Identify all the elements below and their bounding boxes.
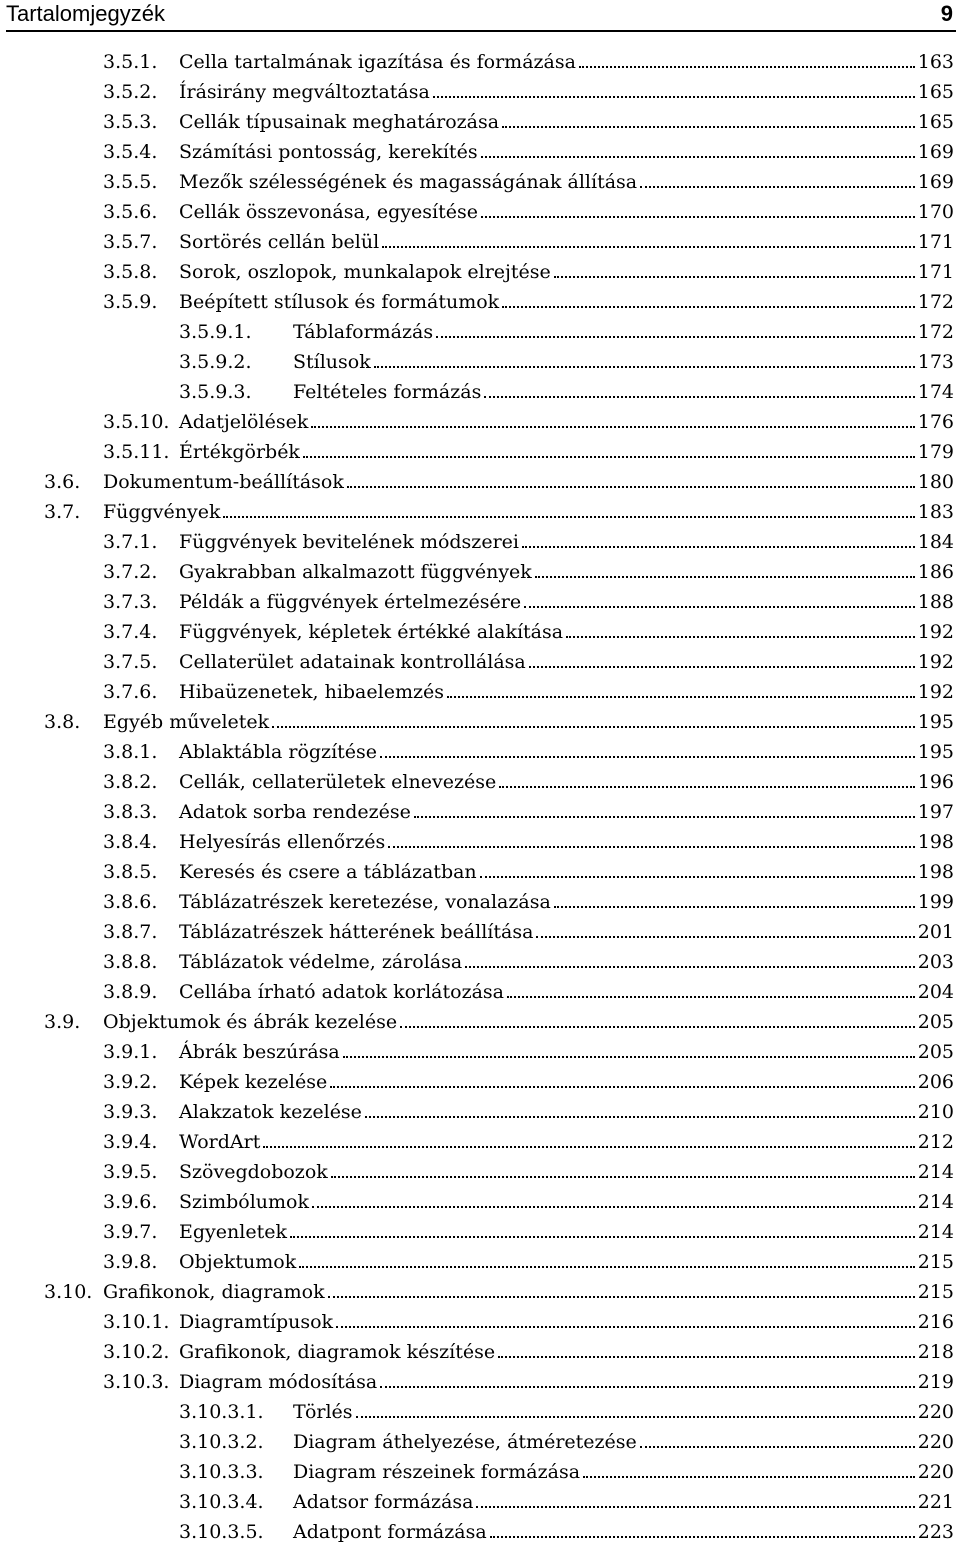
dot-leader xyxy=(331,1176,915,1178)
dot-leader xyxy=(447,696,915,698)
toc-entry-page: 205 xyxy=(917,1011,954,1033)
toc-entry[interactable] xyxy=(0,674,960,704)
toc-entry[interactable] xyxy=(0,164,960,194)
toc-entry-number: 3.9.1. xyxy=(103,1041,158,1063)
toc-entry-page: 195 xyxy=(917,741,954,763)
toc-entry-page: 195 xyxy=(917,711,954,733)
toc-entry-title: Sortörés cellán belül xyxy=(179,231,380,253)
toc-entry-page: 215 xyxy=(917,1281,954,1303)
toc-entry[interactable] xyxy=(0,824,960,854)
toc-entry-number: 3.10.1. xyxy=(103,1311,170,1333)
dot-leader xyxy=(490,1536,915,1538)
toc-entry[interactable] xyxy=(0,524,960,554)
toc-entry-page: 203 xyxy=(917,951,954,973)
toc-entry-title: Dokumentum-beállítások xyxy=(103,471,344,493)
toc-entry[interactable] xyxy=(0,944,960,974)
toc-entry[interactable] xyxy=(0,554,960,584)
header-page-number: 9 xyxy=(940,1,953,26)
toc-entry[interactable] xyxy=(0,1304,960,1334)
toc-entry-title: Cellába írható adatok korlátozása xyxy=(179,981,505,1003)
toc-entry[interactable] xyxy=(0,1514,960,1544)
toc-entry-page: 214 xyxy=(917,1161,954,1183)
dot-leader xyxy=(328,1296,915,1298)
toc-entry-page: 172 xyxy=(917,291,954,313)
toc-entry[interactable] xyxy=(0,224,960,254)
toc-entry-title: Példák a függvények értelmezésére xyxy=(179,591,522,613)
toc-entry-number: 3.5.7. xyxy=(103,231,158,253)
dot-leader xyxy=(311,426,914,428)
toc-entry-title: Diagram módosítása xyxy=(179,1371,378,1393)
toc-entry-title: Egyenletek xyxy=(179,1221,287,1243)
dot-leader xyxy=(529,666,915,668)
toc-entry[interactable] xyxy=(0,614,960,644)
toc-entry-title: Objektumok és ábrák kezelése xyxy=(103,1011,398,1033)
dot-leader xyxy=(465,966,915,968)
toc-entry-title: Függvények, képletek értékké alakítása xyxy=(179,621,564,643)
toc-entry-title: Adatok sorba rendezése xyxy=(179,801,411,823)
toc-entry-number: 3.10. xyxy=(44,1281,93,1303)
dot-leader xyxy=(347,486,915,488)
toc-entry-title: Táblázatrészek keretezése, vonalazása xyxy=(179,891,551,913)
table-of-contents xyxy=(0,44,960,1544)
toc-entry-title: Írásirány megváltoztatása xyxy=(179,81,430,103)
toc-entry-number: 3.7.1. xyxy=(103,531,158,553)
toc-entry[interactable] xyxy=(0,1244,960,1274)
toc-entry-title: Feltételes formázás xyxy=(293,381,482,403)
toc-entry-title: Cellaterület adatainak kontrollálása xyxy=(179,651,526,673)
dot-leader xyxy=(263,1146,914,1148)
toc-entry-title: Ábrák beszúrása xyxy=(179,1041,340,1063)
toc-entry-number: 3.7. xyxy=(44,501,81,523)
dot-leader xyxy=(414,816,915,818)
toc-entry[interactable] xyxy=(0,1364,960,1394)
dot-leader xyxy=(481,156,915,158)
dot-leader xyxy=(433,96,915,98)
toc-entry-number: 3.8.8. xyxy=(103,951,158,973)
toc-entry-title: Grafikonok, diagramok xyxy=(103,1281,325,1303)
toc-entry-page: 218 xyxy=(917,1341,954,1363)
toc-entry[interactable] xyxy=(0,74,960,104)
dot-leader xyxy=(507,996,915,998)
toc-entry-title: Gyakrabban alkalmazott függvények xyxy=(179,561,532,583)
dot-leader xyxy=(502,306,915,308)
toc-entry-title: Helyesírás ellenőrzés xyxy=(179,831,386,853)
dot-leader xyxy=(476,1506,914,1508)
toc-entry-page: 210 xyxy=(917,1101,954,1123)
toc-entry[interactable] xyxy=(0,854,960,884)
dot-leader xyxy=(356,1416,915,1418)
toc-entry-number: 3.9.7. xyxy=(103,1221,158,1243)
toc-entry[interactable] xyxy=(0,1034,960,1064)
toc-entry-number: 3.9. xyxy=(44,1011,81,1033)
toc-entry-page: 196 xyxy=(917,771,954,793)
toc-entry-page: 219 xyxy=(917,1371,954,1393)
toc-entry-page: 172 xyxy=(917,321,954,343)
toc-entry[interactable] xyxy=(0,1394,960,1424)
toc-entry-page: 214 xyxy=(917,1191,954,1213)
toc-entry-number: 3.9.5. xyxy=(103,1161,158,1183)
toc-entry[interactable] xyxy=(0,404,960,434)
toc-entry-page: 192 xyxy=(917,621,954,643)
dot-leader xyxy=(498,1356,915,1358)
dot-leader xyxy=(499,786,915,788)
toc-entry-title: Adatjelölések xyxy=(179,411,309,433)
toc-entry-page: 215 xyxy=(917,1251,954,1273)
toc-entry-number: 3.10.2. xyxy=(103,1341,170,1363)
toc-entry[interactable] xyxy=(0,434,960,464)
toc-entry-title: Grafikonok, diagramok készítése xyxy=(179,1341,496,1363)
toc-entry[interactable] xyxy=(0,374,960,404)
dot-leader xyxy=(382,246,915,248)
toc-entry[interactable] xyxy=(0,284,960,314)
header-title: Tartalomjegyzék xyxy=(6,1,165,26)
toc-entry-page: 170 xyxy=(917,201,954,223)
toc-entry[interactable] xyxy=(0,464,960,494)
toc-entry[interactable] xyxy=(0,1184,960,1214)
dot-leader xyxy=(481,216,915,218)
toc-entry-page: 171 xyxy=(917,261,954,283)
toc-entry[interactable] xyxy=(0,644,960,674)
toc-entry-title: Függvények bevitelének módszerei xyxy=(179,531,519,553)
toc-entry[interactable] xyxy=(0,494,960,524)
toc-entry-number: 3.8.1. xyxy=(103,741,158,763)
toc-entry-number: 3.9.3. xyxy=(103,1101,158,1123)
toc-entry-title: Szövegdobozok xyxy=(179,1161,328,1183)
toc-entry-number: 3.5.9. xyxy=(103,291,158,313)
dot-leader xyxy=(388,846,914,848)
dot-leader xyxy=(554,906,915,908)
toc-entry-page: 206 xyxy=(917,1071,954,1093)
toc-entry-number: 3.10.3. xyxy=(103,1371,170,1393)
toc-entry-number: 3.8.2. xyxy=(103,771,158,793)
toc-entry[interactable] xyxy=(0,344,960,374)
toc-entry[interactable] xyxy=(0,1484,960,1514)
toc-entry-page: 183 xyxy=(917,501,954,523)
dot-leader xyxy=(583,1476,915,1478)
page-header xyxy=(6,0,956,32)
toc-entry-number: 3.8.9. xyxy=(103,981,158,1003)
toc-entry-title: Sorok, oszlopok, munkalapok elrejtése xyxy=(179,261,551,283)
toc-entry-number: 3.8.5. xyxy=(103,861,158,883)
toc-entry-title: Diagramtípusok xyxy=(179,1311,334,1333)
dot-leader xyxy=(524,606,915,608)
toc-entry-page: 192 xyxy=(917,681,954,703)
dot-leader xyxy=(343,1056,915,1058)
toc-entry-title: Ablaktábla rögzítése xyxy=(179,741,378,763)
toc-entry-number: 3.5.6. xyxy=(103,201,158,223)
toc-entry-title: Táblázatok védelme, zárolása xyxy=(179,951,463,973)
toc-entry-title: Törlés xyxy=(293,1401,353,1423)
toc-entry-title: Stílusok xyxy=(293,351,371,373)
dot-leader xyxy=(312,1206,915,1208)
toc-entry[interactable] xyxy=(0,1094,960,1124)
toc-entry-number: 3.5.10. xyxy=(103,411,170,433)
toc-entry-number: 3.5.4. xyxy=(103,141,158,163)
toc-entry-number: 3.8.7. xyxy=(103,921,158,943)
dot-leader xyxy=(336,1326,915,1328)
toc-entry-title: Értékgörbék xyxy=(179,441,300,463)
toc-entry-page: 163 xyxy=(917,51,954,73)
toc-entry-page: 220 xyxy=(917,1461,954,1483)
dot-leader xyxy=(303,456,915,458)
toc-entry-page: 216 xyxy=(917,1311,954,1333)
toc-entry-page: 184 xyxy=(917,531,954,553)
toc-entry[interactable] xyxy=(0,1064,960,1094)
toc-entry[interactable] xyxy=(0,314,960,344)
dot-leader xyxy=(290,1236,915,1238)
toc-entry-number: 3.5.5. xyxy=(103,171,158,193)
toc-entry-number: 3.10.3.4. xyxy=(179,1491,264,1513)
toc-entry-page: 205 xyxy=(917,1041,954,1063)
toc-entry-number: 3.10.3.3. xyxy=(179,1461,264,1483)
toc-entry[interactable] xyxy=(0,1454,960,1484)
toc-entry-title: WordArt xyxy=(179,1131,261,1153)
toc-entry[interactable] xyxy=(0,914,960,944)
dot-leader xyxy=(400,1026,915,1028)
dot-leader xyxy=(380,1386,915,1388)
dot-leader xyxy=(380,756,915,758)
toc-entry-number: 3.7.3. xyxy=(103,591,158,613)
toc-entry[interactable] xyxy=(0,254,960,284)
toc-entry-number: 3.8.4. xyxy=(103,831,158,853)
toc-entry[interactable] xyxy=(0,1154,960,1184)
toc-entry-page: 188 xyxy=(917,591,954,613)
toc-entry-title: Diagram áthelyezése, átméretezése xyxy=(293,1431,637,1453)
toc-entry-number: 3.6. xyxy=(44,471,81,493)
dot-leader xyxy=(535,576,915,578)
toc-entry-page: 180 xyxy=(917,471,954,493)
toc-entry-number: 3.10.3.5. xyxy=(179,1521,264,1543)
toc-entry-number: 3.9.6. xyxy=(103,1191,158,1213)
toc-entry-title: Keresés és csere a táblázatban xyxy=(179,861,477,883)
toc-entry-page: 220 xyxy=(917,1431,954,1453)
toc-entry-page: 165 xyxy=(917,111,954,133)
toc-entry-page: 171 xyxy=(917,231,954,253)
toc-entry-title: Táblázatrészek hátterének beállítása xyxy=(179,921,534,943)
toc-entry-number: 3.5.2. xyxy=(103,81,158,103)
dot-leader xyxy=(502,126,915,128)
toc-entry-page: 179 xyxy=(917,441,954,463)
toc-entry-title: Függvények xyxy=(103,501,221,523)
toc-entry-number: 3.7.2. xyxy=(103,561,158,583)
toc-entry[interactable] xyxy=(0,734,960,764)
toc-entry-number: 3.5.9.2. xyxy=(179,351,252,373)
toc-entry-title: Objektumok xyxy=(179,1251,297,1273)
dot-leader xyxy=(554,276,915,278)
toc-entry-page: 173 xyxy=(917,351,954,373)
toc-entry-title: Diagram részeinek formázása xyxy=(293,1461,581,1483)
dot-leader xyxy=(484,396,914,398)
toc-entry-page: 176 xyxy=(917,411,954,433)
toc-entry-number: 3.5.11. xyxy=(103,441,170,463)
toc-entry-title: Mezők szélességének és magasságának állítása xyxy=(179,171,638,193)
toc-entry-number: 3.9.8. xyxy=(103,1251,158,1273)
dot-leader xyxy=(640,1446,915,1448)
toc-entry-page: 212 xyxy=(917,1131,954,1153)
toc-entry[interactable] xyxy=(0,794,960,824)
toc-entry[interactable] xyxy=(0,194,960,224)
dot-leader xyxy=(374,366,915,368)
dot-leader xyxy=(299,1266,915,1268)
dot-leader xyxy=(522,546,915,548)
toc-entry-page: 174 xyxy=(917,381,954,403)
toc-entry-page: 199 xyxy=(917,891,954,913)
toc-entry[interactable] xyxy=(0,704,960,734)
toc-entry-number: 3.5.9.3. xyxy=(179,381,252,403)
toc-entry-page: 197 xyxy=(917,801,954,823)
toc-entry[interactable] xyxy=(0,44,960,74)
toc-entry-title: Adatsor formázása xyxy=(293,1491,474,1513)
dot-leader xyxy=(579,66,915,68)
toc-entry-number: 3.9.4. xyxy=(103,1131,158,1153)
toc-entry-number: 3.10.3.2. xyxy=(179,1431,264,1453)
toc-entry-number: 3.7.5. xyxy=(103,651,158,673)
toc-entry-page: 198 xyxy=(917,861,954,883)
toc-entry-title: Táblaformázás xyxy=(293,321,434,343)
dot-leader xyxy=(536,936,914,938)
toc-entry-title: Számítási pontosság, kerekítés xyxy=(179,141,478,163)
dot-leader xyxy=(223,516,914,518)
toc-entry[interactable] xyxy=(0,1214,960,1244)
toc-entry[interactable] xyxy=(0,1124,960,1154)
toc-entry[interactable] xyxy=(0,884,960,914)
toc-entry[interactable] xyxy=(0,974,960,1004)
toc-entry[interactable] xyxy=(0,764,960,794)
toc-entry-page: 204 xyxy=(917,981,954,1003)
toc-entry-page: 221 xyxy=(917,1491,954,1513)
toc-entry-number: 3.8.3. xyxy=(103,801,158,823)
toc-entry-page: 198 xyxy=(917,831,954,853)
dot-leader xyxy=(436,336,915,338)
toc-entry-title: Cellák típusainak meghatározása xyxy=(179,111,500,133)
toc-entry-title: Egyéb műveletek xyxy=(103,711,270,733)
dot-leader xyxy=(640,186,915,188)
toc-entry-title: Szimbólumok xyxy=(179,1191,310,1213)
dot-leader xyxy=(365,1116,915,1118)
toc-entry-title: Beépített stílusok és formátumok xyxy=(179,291,500,313)
toc-entry[interactable] xyxy=(0,1274,960,1304)
toc-entry-number: 3.5.1. xyxy=(103,51,158,73)
toc-entry-page: 186 xyxy=(917,561,954,583)
toc-entry-title: Hibaüzenetek, hibaelemzés xyxy=(179,681,444,703)
toc-entry-page: 192 xyxy=(917,651,954,673)
toc-entry-number: 3.5.8. xyxy=(103,261,158,283)
toc-entry-title: Cellák, cellaterületek elnevezése xyxy=(179,771,497,793)
toc-entry-number: 3.8. xyxy=(44,711,81,733)
toc-entry[interactable] xyxy=(0,1004,960,1034)
toc-entry-number: 3.9.2. xyxy=(103,1071,158,1093)
toc-entry-number: 3.5.3. xyxy=(103,111,158,133)
dot-leader xyxy=(272,726,915,728)
toc-entry-page: 201 xyxy=(917,921,954,943)
toc-entry[interactable] xyxy=(0,134,960,164)
toc-entry-page: 214 xyxy=(917,1221,954,1243)
toc-entry-number: 3.10.3.1. xyxy=(179,1401,264,1423)
toc-entry-title: Alakzatok kezelése xyxy=(179,1101,362,1123)
toc-entry[interactable] xyxy=(0,104,960,134)
dot-leader xyxy=(480,876,915,878)
toc-entry-number: 3.8.6. xyxy=(103,891,158,913)
toc-entry[interactable] xyxy=(0,584,960,614)
toc-entry-title: Cellák összevonása, egyesítése xyxy=(179,201,478,223)
toc-entry-page: 220 xyxy=(917,1401,954,1423)
toc-entry-number: 3.7.6. xyxy=(103,681,158,703)
toc-entry[interactable] xyxy=(0,1424,960,1454)
toc-entry-page: 169 xyxy=(917,141,954,163)
toc-entry-page: 223 xyxy=(917,1521,954,1543)
toc-entry-page: 165 xyxy=(917,81,954,103)
toc-entry-number: 3.5.9.1. xyxy=(179,321,252,343)
toc-entry-title: Cella tartalmának igazítása és formázása xyxy=(179,51,576,73)
toc-entry-title: Adatpont formázása xyxy=(293,1521,487,1543)
toc-entry-title: Képek kezelése xyxy=(179,1071,328,1093)
toc-entry-number: 3.7.4. xyxy=(103,621,158,643)
toc-entry[interactable] xyxy=(0,1334,960,1364)
dot-leader xyxy=(330,1086,915,1088)
dot-leader xyxy=(566,636,915,638)
toc-entry-page: 169 xyxy=(917,171,954,193)
